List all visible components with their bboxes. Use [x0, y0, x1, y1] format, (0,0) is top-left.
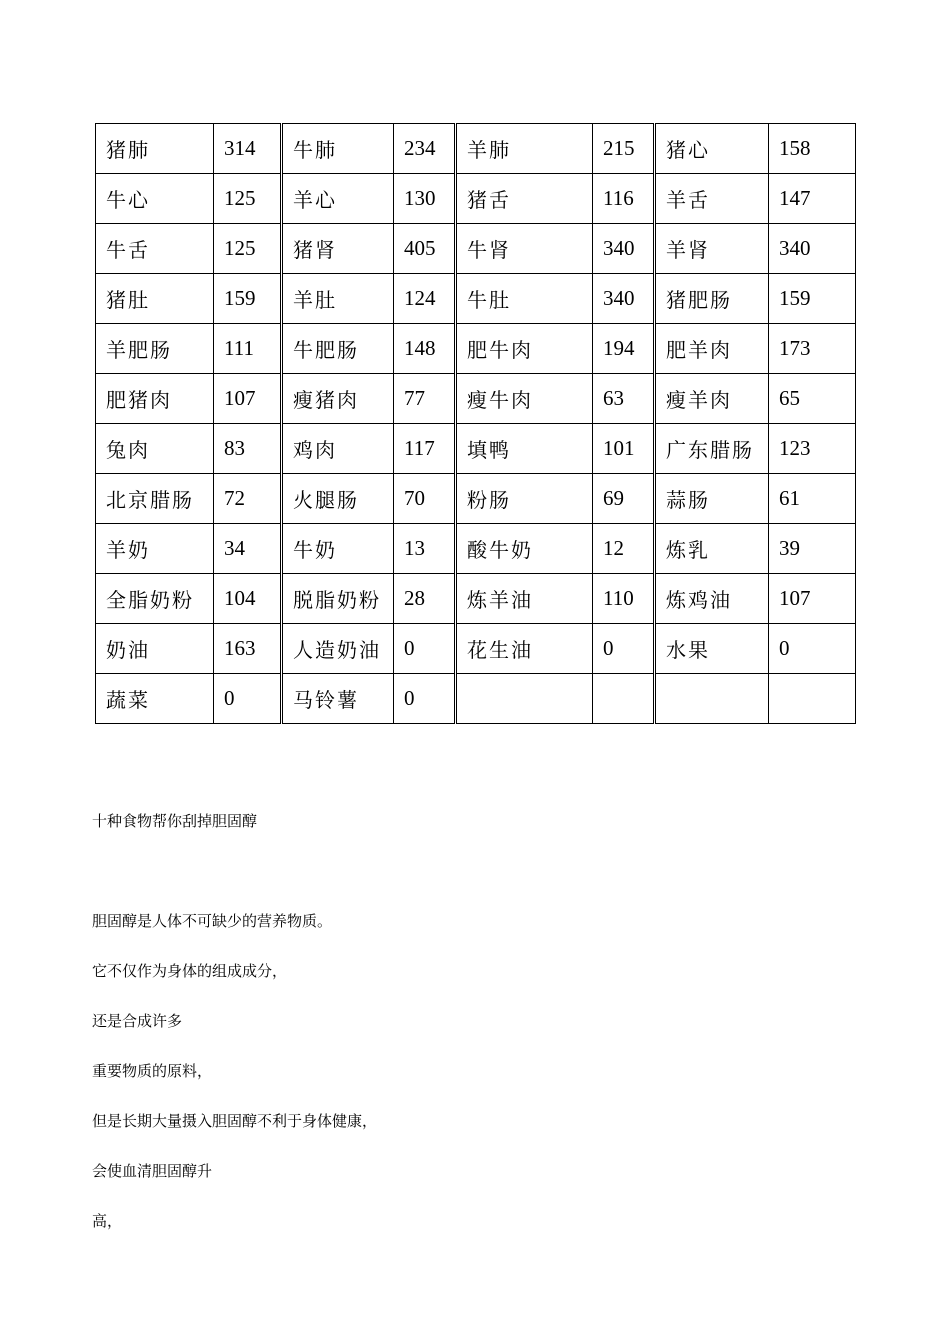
cholesterol-value-cell: 123: [769, 424, 856, 474]
cholesterol-value-cell: 215: [593, 124, 655, 174]
cholesterol-value-cell: 340: [593, 224, 655, 274]
food-name-cell: 炼乳: [655, 524, 769, 574]
food-name-cell: 羊心: [282, 174, 394, 224]
cholesterol-value-cell: 107: [214, 374, 282, 424]
cholesterol-value-cell: [593, 674, 655, 724]
food-name-cell: 填鸭: [456, 424, 593, 474]
cholesterol-value-cell: 405: [394, 224, 456, 274]
cholesterol-value-cell: 39: [769, 524, 856, 574]
food-name-cell: 牛奶: [282, 524, 394, 574]
cholesterol-value-cell: 0: [214, 674, 282, 724]
food-name-cell: 猪肾: [282, 224, 394, 274]
paragraph-line: 重要物质的原料，: [92, 1062, 213, 1080]
cholesterol-value-cell: 111: [214, 324, 282, 374]
cholesterol-value-cell: 0: [593, 624, 655, 674]
cholesterol-value-cell: 163: [214, 624, 282, 674]
table-body: [96, 124, 856, 724]
food-name-cell: 肥牛肉: [456, 324, 593, 374]
food-name-cell: 猪肥肠: [655, 274, 769, 324]
table-row: [96, 274, 856, 324]
table-row: [96, 174, 856, 224]
cholesterol-value-cell: 34: [214, 524, 282, 574]
food-name-cell: 人造奶油: [282, 624, 394, 674]
food-name-cell: 鸡肉: [282, 424, 394, 474]
food-name-cell: 肥猪肉: [96, 374, 214, 424]
food-name-cell: 火腿肠: [282, 474, 394, 524]
cholesterol-value-cell: 0: [769, 624, 856, 674]
paragraph-line: 还是合成许多: [92, 1012, 183, 1030]
food-name-cell: 羊舌: [655, 174, 769, 224]
food-name-cell: 猪肺: [96, 124, 214, 174]
cholesterol-value-cell: 101: [593, 424, 655, 474]
food-name-cell: 蔬菜: [96, 674, 214, 724]
cholesterol-value-cell: 0: [394, 624, 456, 674]
table-row: [96, 524, 856, 574]
food-name-cell: 羊肾: [655, 224, 769, 274]
cholesterol-value-cell: 13: [394, 524, 456, 574]
food-name-cell: [456, 674, 593, 724]
section-heading: 十种食物帮你刮掉胆固醇: [92, 812, 258, 830]
cholesterol-value-cell: 158: [769, 124, 856, 174]
table-row: [96, 624, 856, 674]
cholesterol-value-cell: 77: [394, 374, 456, 424]
table-row: [96, 224, 856, 274]
cholesterol-table: [95, 123, 856, 724]
table-row: [96, 124, 856, 174]
food-name-cell: 粉肠: [456, 474, 593, 524]
cholesterol-value-cell: 116: [593, 174, 655, 224]
table-row: [96, 674, 856, 724]
food-name-cell: 广东腊肠: [655, 424, 769, 474]
cholesterol-value-cell: 125: [214, 174, 282, 224]
food-name-cell: 蒜肠: [655, 474, 769, 524]
food-name-cell: 羊肥肠: [96, 324, 214, 374]
cholesterol-value-cell: 159: [769, 274, 856, 324]
paragraph-line: 它不仅作为身体的组成成分，: [92, 962, 288, 980]
cholesterol-value-cell: 147: [769, 174, 856, 224]
table-row: [96, 574, 856, 624]
food-name-cell: 牛心: [96, 174, 214, 224]
food-name-cell: 羊奶: [96, 524, 214, 574]
table-row: [96, 324, 856, 374]
table-row: [96, 474, 856, 524]
food-name-cell: 炼羊油: [456, 574, 593, 624]
food-name-cell: 兔肉: [96, 424, 214, 474]
cholesterol-value-cell: 234: [394, 124, 456, 174]
food-name-cell: 牛肾: [456, 224, 593, 274]
food-name-cell: 北京腊肠: [96, 474, 214, 524]
cholesterol-value-cell: 70: [394, 474, 456, 524]
cholesterol-value-cell: 28: [394, 574, 456, 624]
cholesterol-value-cell: 340: [769, 224, 856, 274]
food-name-cell: 瘦羊肉: [655, 374, 769, 424]
cholesterol-value-cell: 65: [769, 374, 856, 424]
cholesterol-value-cell: 72: [214, 474, 282, 524]
food-name-cell: 花生油: [456, 624, 593, 674]
food-name-cell: 脱脂奶粉: [282, 574, 394, 624]
cholesterol-value-cell: 340: [593, 274, 655, 324]
food-name-cell: 羊肚: [282, 274, 394, 324]
paragraph-line: 会使血清胆固醇升: [92, 1162, 213, 1180]
food-name-cell: 瘦牛肉: [456, 374, 593, 424]
cholesterol-value-cell: 107: [769, 574, 856, 624]
food-name-cell: 肥羊肉: [655, 324, 769, 374]
table-row: [96, 424, 856, 474]
paragraph-line: 胆固醇是人体不可缺少的营养物质。: [92, 912, 333, 930]
food-name-cell: 牛肺: [282, 124, 394, 174]
paragraph-line: 高，: [92, 1212, 123, 1230]
cholesterol-value-cell: 173: [769, 324, 856, 374]
paragraph-line: 但是长期大量摄入胆固醇不利于身体健康，: [92, 1112, 378, 1130]
cholesterol-value-cell: 159: [214, 274, 282, 324]
cholesterol-value-cell: 124: [394, 274, 456, 324]
food-name-cell: 奶油: [96, 624, 214, 674]
food-name-cell: 马铃薯: [282, 674, 394, 724]
cholesterol-value-cell: 12: [593, 524, 655, 574]
cholesterol-value-cell: 125: [214, 224, 282, 274]
cholesterol-value-cell: 130: [394, 174, 456, 224]
table-row: [96, 374, 856, 424]
food-name-cell: 牛舌: [96, 224, 214, 274]
food-name-cell: 猪心: [655, 124, 769, 174]
food-name-cell: 水果: [655, 624, 769, 674]
cholesterol-value-cell: 194: [593, 324, 655, 374]
food-name-cell: 牛肚: [456, 274, 593, 324]
food-name-cell: 全脂奶粉: [96, 574, 214, 624]
food-name-cell: [655, 674, 769, 724]
food-name-cell: 炼鸡油: [655, 574, 769, 624]
cholesterol-value-cell: 148: [394, 324, 456, 374]
cholesterol-value-cell: 69: [593, 474, 655, 524]
food-name-cell: 羊肺: [456, 124, 593, 174]
cholesterol-value-cell: 61: [769, 474, 856, 524]
cholesterol-value-cell: 63: [593, 374, 655, 424]
food-name-cell: 酸牛奶: [456, 524, 593, 574]
food-name-cell: 牛肥肠: [282, 324, 394, 374]
cholesterol-value-cell: 0: [394, 674, 456, 724]
cholesterol-value-cell: [769, 674, 856, 724]
food-name-cell: 猪肚: [96, 274, 214, 324]
food-name-cell: 猪舌: [456, 174, 593, 224]
food-name-cell: 瘦猪肉: [282, 374, 394, 424]
cholesterol-value-cell: 117: [394, 424, 456, 474]
cholesterol-value-cell: 110: [593, 574, 655, 624]
cholesterol-value-cell: 83: [214, 424, 282, 474]
cholesterol-value-cell: 104: [214, 574, 282, 624]
cholesterol-value-cell: 314: [214, 124, 282, 174]
